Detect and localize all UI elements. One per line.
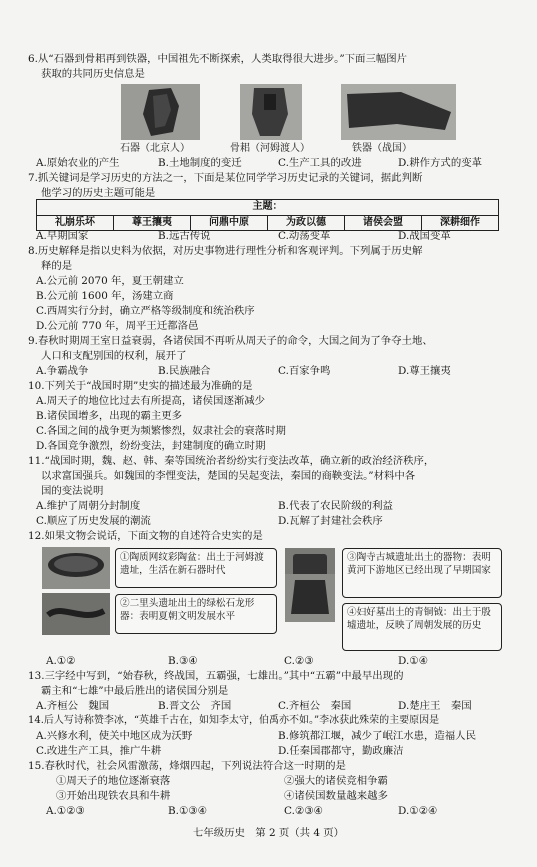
iron-tool-graphic [341,84,456,140]
q15-option-b: B.①③④ [168,805,207,817]
q8-option-a: A.公元前 2070 年，夏王朝建立 [36,275,184,287]
q10-option-d: D.各国竞争激烈，纷纷变法，封建制度的确立时期 [36,440,266,452]
q6-option-c: C.生产工具的改进 [278,157,362,169]
stone-tool-image [121,84,200,140]
pottery-basin-graphic [42,547,110,589]
q10-option-c: C.各国之间的战争更为频繁惨烈，奴隶社会的衰落时期 [36,425,286,437]
keyword-cell: 为政以德 [268,215,345,231]
q11-option-d: D.瓦解了封建社会秩序 [278,515,383,527]
turquoise-dragon-graphic [42,593,110,635]
bone-spade-image [240,84,302,140]
q8-option-b: B.公元前 1600 年，汤建立商 [36,290,174,302]
q15-stem: 15.春秋时代，社会风雷激荡，烽烟四起，下列说法符合这一时期的是 [28,760,346,772]
q13-option-b: B.晋文公 齐国 [158,700,232,712]
keyword-cell: 深耕细作 [422,215,499,231]
artifact-card-4: ④妇好墓出土的青铜钺：出土于殷墟遗址，反映了周朝发展的历史 [342,603,502,651]
q14-option-d: D.任秦国郡都守，勤政廉洁 [278,745,404,757]
q14-stem: 14.后人写诗称赞李冰，“英雄千古在，如知李太守，伯禹亦不如。”李冰获此殊荣的主要原因是 [28,715,440,726]
q10-option-a: A.周天子的地位比过去有所提高，诸侯国逐渐减少 [36,395,266,407]
turquoise-dragon-image [42,593,110,635]
keyword-cell: 诸侯会盟 [345,215,422,231]
q11-stem-line1: 11.“战国时期，魏、赵、韩、秦等国统治者纷纷实行变法改革，确立新的政治经济秩序， [28,455,435,467]
q15-option-a: A.①②③ [46,805,85,817]
q7-option-d: D.战国变革 [398,230,451,242]
q10-stem: 10.下列关于“战国时期”史实的描述最为准确的是 [28,380,253,392]
q7-option-c: C.动荡变革 [278,230,331,242]
q11-option-a: A.维护了周朝分封制度 [36,500,141,512]
stone-tool-graphic [121,84,200,140]
q6-option-b: B.土地制度的变迁 [158,157,242,169]
q11-option-b: B.代表了农民阶级的利益 [278,500,393,512]
stone-tool-caption: 石器（北京人） [120,143,190,154]
pottery-basin-image [42,547,110,589]
q15-item-3: ③开始出现铁农具和牛耕 [56,790,171,802]
q11-stem-line2: 以求富国强兵。如魏国的李悝变法，楚国的吴起变法，秦国的商鞅变法。”材料中各 [41,470,416,482]
q14-option-b: B.修筑都江堰，减少了岷江水患，造福人民 [278,730,476,742]
q11-stem-line3: 国的变法说明 [41,485,104,497]
keyword-cell: 礼崩乐坏 [37,215,114,231]
artifact-card-2: ②二里头遗址出土的绿松石龙形器：表明夏朝文明发展水平 [115,594,277,634]
artifact-card-1: ①陶质网纹彩陶盆：出土于河姆渡遗址，生活在新石器时代 [115,548,277,588]
q13-option-c: C.齐桓公 秦国 [278,700,352,712]
bone-spade-caption: 骨耜（河姆渡人） [230,143,310,154]
q13-option-a: A.齐桓公 魏国 [36,700,110,712]
q6-stem-line1: 6.从“石器到骨耜再到铁器，中国祖先不断探索，人类取得很大进步。”下面三幅图片 [28,53,408,65]
q11-option-c: C.顺应了历史发展的潮流 [36,515,151,527]
q9-stem-line1: 9.春秋时期周王室日益衰弱，各诸侯国不再听从周天子的命令，大国之间为了争夺土地、 [28,335,433,347]
q6-option-a: A.原始农业的产生 [36,157,120,169]
q6-stem-line2: 获取的共同历史信息是 [41,68,145,80]
q7-option-b: B.远古传说 [158,230,211,242]
q15-option-d: D.①②④ [398,805,438,817]
q13-option-d: D.楚庄王 秦国 [398,700,472,712]
q12-option-b: B.③④ [168,655,198,667]
q8-option-d: D.公元前 770 年，周平王迁都洛邑 [36,320,199,332]
iron-tool-image [341,84,456,140]
q9-option-d: D.尊王攘夷 [398,365,451,377]
keyword-cell: 尊王攘夷 [114,215,191,231]
q9-stem-line2: 人口和支配别国的权利，展开了 [41,350,187,362]
keyword-cell: 问鼎中原 [191,215,268,231]
q13-stem-line2: 霸主和“七雄”中最后胜出的诸侯国分别是 [41,685,229,697]
q13-stem-line1: 13.三字经中写到，“始春秋，终战国，五霸强，七雄出。”其中“五霸”中最早出现的 [28,670,404,682]
bone-spade-graphic [240,84,302,140]
keyword-table [36,199,499,231]
q7-stem-line1: 7.抓关键词是学习历史的方法之一，下面是某位同学学习历史记录的关键词，据此判断 [28,172,423,184]
q7-stem-line2: 他学习的历史主题可能是 [41,187,156,199]
artifact-card-3: ③陶寺古城遗址出土的器物：表明黄河下游地区已经出现了早期国家 [342,548,502,598]
page-footer: 七年级历史 第 2 页（共 4 页） [192,827,345,839]
q9-option-c: C.百家争鸣 [278,365,331,377]
iron-tool-caption: 铁器（战国） [352,143,412,154]
q14-option-c: C.改进生产工具，推广牛耕 [36,745,162,757]
bronze-axe-image [285,574,335,622]
q8-stem-line1: 8.历史解释是指以史料为依据，对历史事物进行理性分析和客观评判。下列属于历史解 [28,245,423,257]
q9-option-b: B.民族融合 [158,365,211,377]
q14-option-a: A.兴修水利，使关中地区成为沃野 [36,730,193,742]
q8-stem-line2: 释的是 [41,260,73,272]
q8-option-c: C.西周实行分封，确立严格等级制度和统治秩序 [36,305,255,317]
q15-option-c: C.②③④ [284,805,323,817]
bronze-axe-graphic [285,574,335,622]
q12-option-c: C.②③ [284,655,314,667]
keyword-table-title: 主题： [37,200,499,216]
q15-item-1: ①周天子的地位逐渐衰落 [56,775,171,787]
q6-option-d: D.耕作方式的变革 [398,157,482,169]
q7-option-a: A.早期国家 [36,230,89,242]
q12-option-a: A.①② [46,655,76,667]
q9-option-a: A.争霸战争 [36,365,89,377]
q15-item-2: ②强大的诸侯竞相争霸 [284,775,388,787]
q15-item-4: ④诸侯国数量越来越多 [284,790,388,802]
q12-option-d: D.①④ [398,655,428,667]
q10-option-b: B.诸侯国增多，出现的霸主更多 [36,410,183,422]
q12-stem: 12.如果文物会说话，下面文物的自述符合史实的是 [28,530,263,542]
